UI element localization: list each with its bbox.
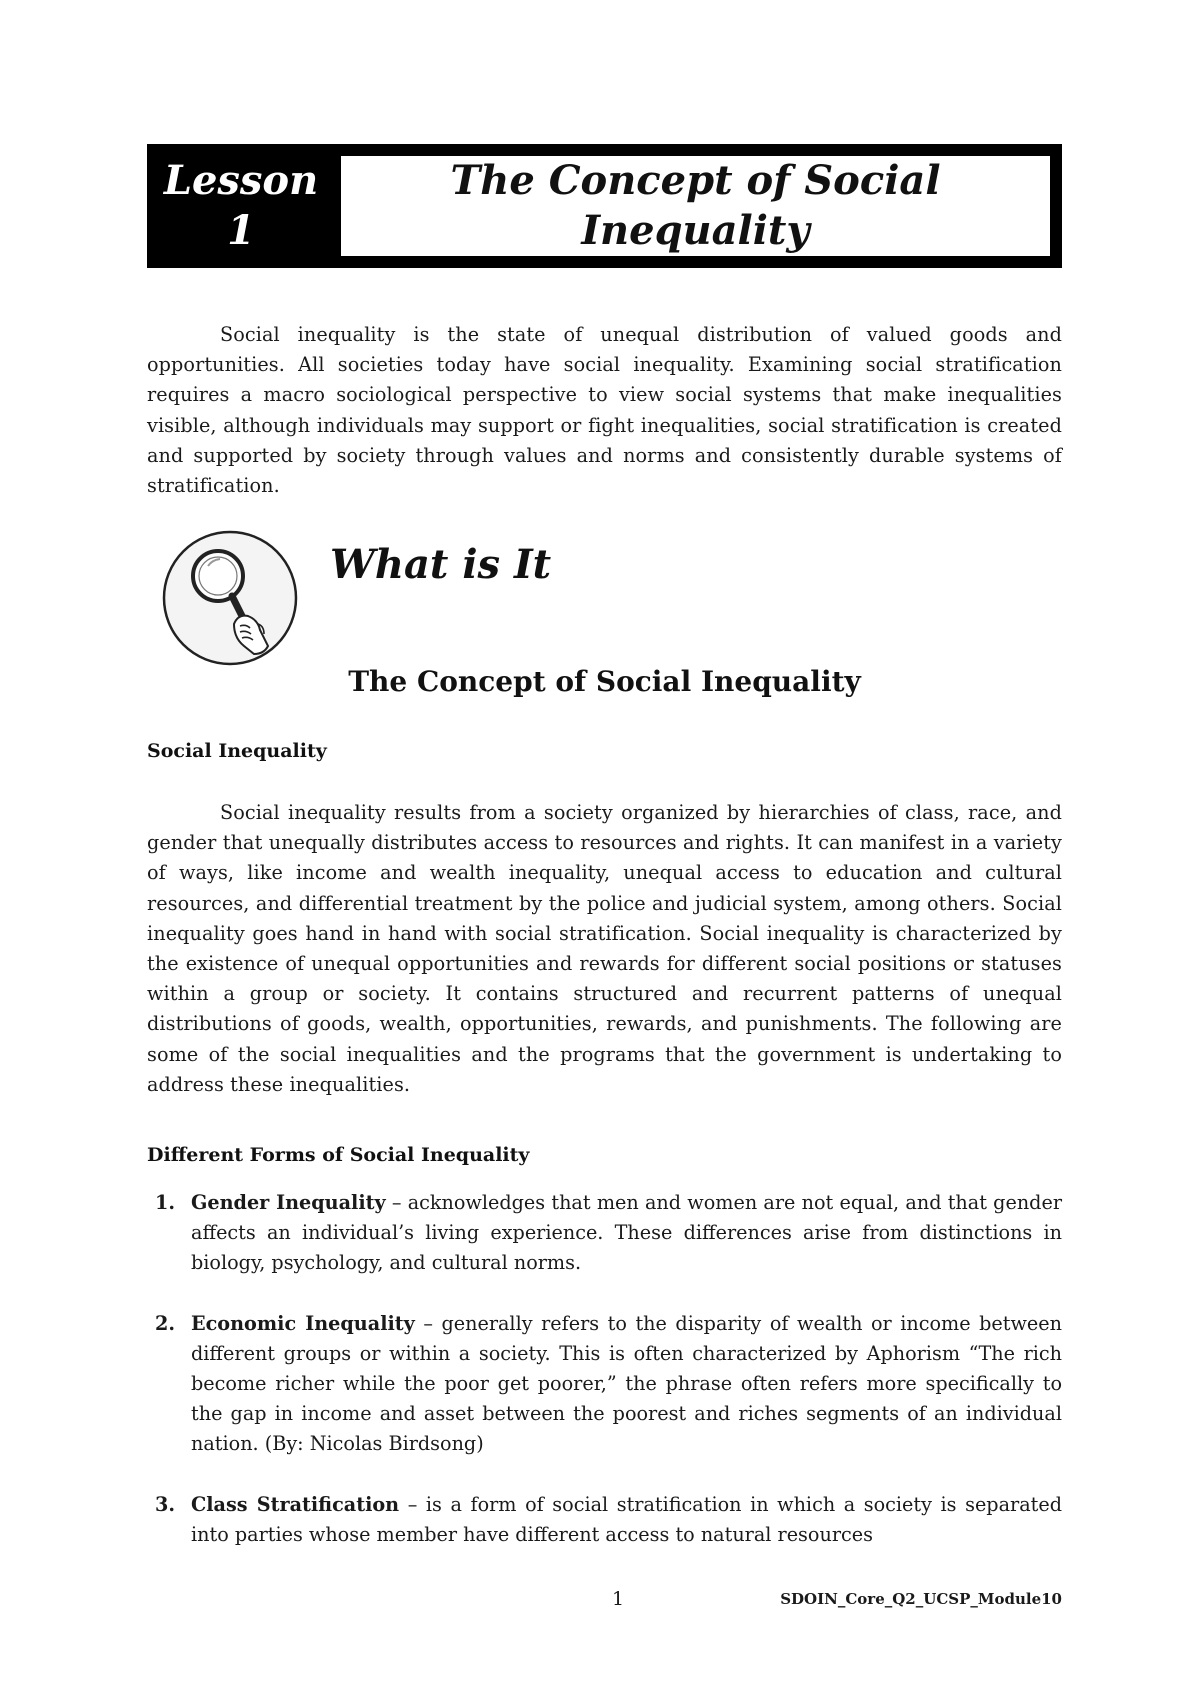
list-item-text: – is a form of social stratification in which a society is separated into parties whose member have different access to natural resources xyxy=(191,1492,1062,1546)
forms-heading: Different Forms of Social Inequality xyxy=(147,1144,530,1166)
concept-heading: The Concept of Social Inequality xyxy=(348,665,861,698)
list-item xyxy=(147,1188,1062,1279)
lesson-label-word: Lesson xyxy=(163,157,319,204)
lesson-number: 1 xyxy=(227,207,255,254)
list-item-term: Economic Inequality xyxy=(191,1311,415,1335)
lesson-title-line2: Inequality xyxy=(581,207,810,254)
list-item-term: Class Stratification xyxy=(191,1492,400,1516)
lesson-title xyxy=(339,154,1052,258)
list-item-number: 2. xyxy=(155,1311,176,1335)
social-inequality-paragraph: Social inequality results from a society organized by hierarchies of class, race, and gender that unequally distributes access to resources and rights. It can manifest in a variety of ways, like income and wealth inequality, unequal access to education and cultural resources, and differential treatment by the police and judicial system, among others. Social inequality goes hand in hand with social stratification. Social inequality is characterized by the existence of unequal opportunities and rewards for different social positions or statuses within a group or society. It contains structured and recurrent patterns of unequal distributions of goods, wealth, opportunities, rewards, and punishments. The following are some of the social inequalities and the programs that the government is undertaking to address these inequalities. xyxy=(147,801,1062,1096)
social-inequality-heading: Social Inequality xyxy=(147,740,327,762)
list-item-term: Gender Inequality xyxy=(191,1191,386,1214)
module-code: SDOIN_Core_Q2_UCSP_Module10 xyxy=(780,1590,1062,1608)
page-number: 1 xyxy=(612,1588,625,1610)
list-item-text: – generally refers to the disparity of wealth or income between different groups or within a society. This is often characterized by Aphorism “The rich become richer while the poor get poorer,” the phrase often refers more specifically to the gap in income and asset between the poorest and riches segments of an individual nation. (By: Nicolas Birdsong) xyxy=(191,1311,1062,1456)
list-item-number: 3. xyxy=(155,1492,176,1516)
social-inequality-section xyxy=(147,798,1062,1100)
magnifying-glass-hand-icon xyxy=(160,528,300,668)
lesson-title-line1: The Concept of Social xyxy=(450,157,941,204)
lesson-banner xyxy=(147,144,1062,268)
intro-paragraph: Social inequality is the state of unequal distribution of valued goods and opportunities. All societies today have social inequality. Examining social stratification requires a macro sociological perspective to view social systems that make inequalities visible, although individuals may support or fight inequalities, social stratification is created and supported by society through values and norms and consistently durable systems of stratification. xyxy=(147,323,1062,498)
list-item-text: – acknowledges that men and women are not equal, and that gender affects an individual’s living experience. These differences arise from distinctions in biology, psychology, and cultural norms. xyxy=(191,1191,1062,1275)
lesson-label xyxy=(147,144,335,268)
list-item-number: 1. xyxy=(155,1191,176,1214)
what-is-it-heading: What is It xyxy=(330,541,552,588)
list-item xyxy=(147,1309,1062,1460)
forms-list xyxy=(147,1188,1062,1580)
intro-section xyxy=(147,320,1062,501)
list-item xyxy=(147,1490,1062,1550)
